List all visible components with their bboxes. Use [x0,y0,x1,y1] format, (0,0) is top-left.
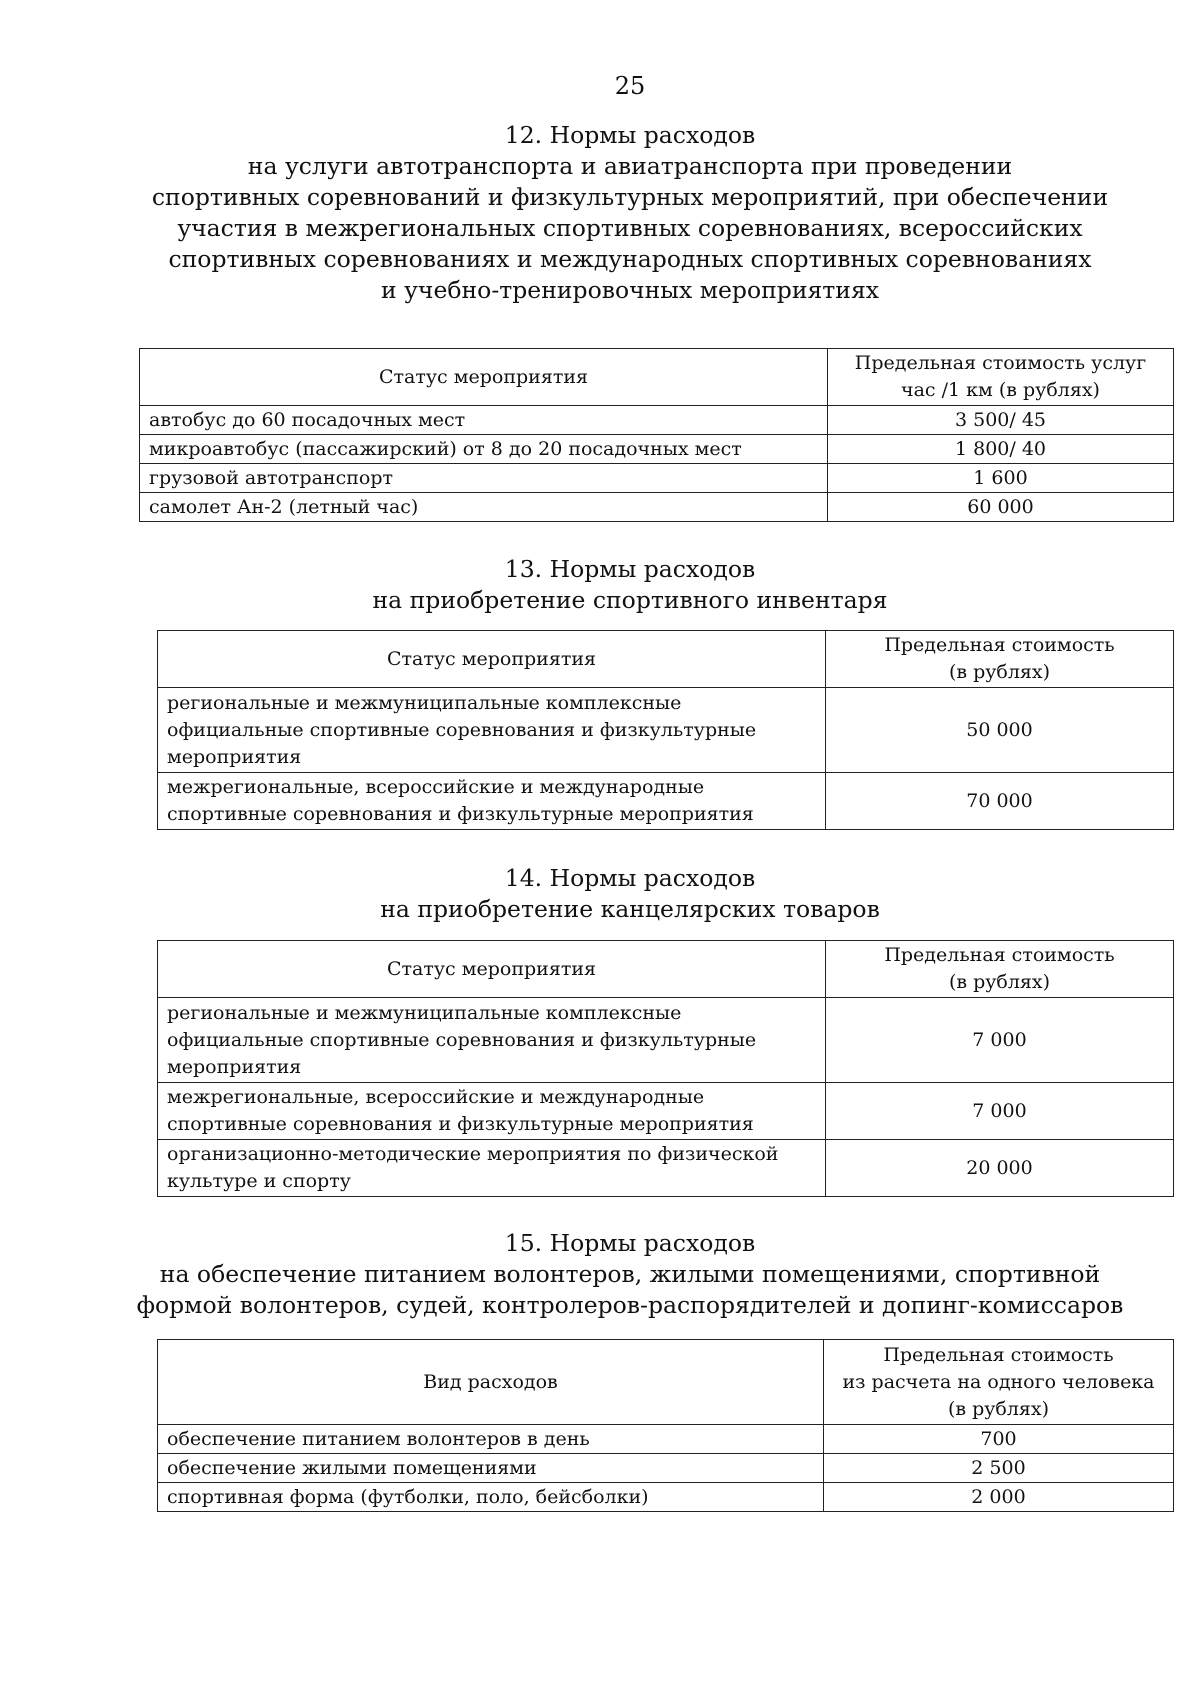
column-header-status: Статус мероприятия [158,631,826,688]
row-label: грузовой автотранспорт [140,464,828,493]
title-line: спортивных соревнований и физкультурных мероприятий, при обеспечении [151,183,1109,211]
title-line: спортивных соревнованиях и международных спортивных соревнованиях [168,245,1092,273]
row-label: самолет Ан-2 (летный час) [140,493,828,522]
title-line: на обеспечение питанием волонтеров, жилыми помещениями, спортивной [159,1260,1101,1288]
row-label: обеспечение питанием волонтеров в день [158,1425,824,1454]
row-value: 700 [824,1425,1174,1454]
header-line: из расчета на одного человека [842,1370,1155,1393]
table-header-row [158,1340,1174,1425]
column-header-expense-type: Вид расходов [158,1340,824,1425]
row-value: 7 000 [826,1083,1174,1140]
header-line: Предельная стоимость [884,634,1115,656]
row-value: 20 000 [826,1140,1174,1197]
title-line: 14. Нормы расходов [504,864,756,892]
row-label-line: организационно-методические мероприятия по физической [167,1143,779,1165]
row-label: микроавтобус (пассажирский) от 8 до 20 посадочных мест [140,435,828,464]
header-line: (в рублях) [948,661,1051,683]
row-label-line: межрегиональные, всероссийские и международные [167,1086,705,1108]
section-13-title [100,554,1160,616]
row-label: обеспечение жилыми помещениями [158,1454,824,1483]
column-header-price [824,1340,1174,1425]
page-number: 25 [614,72,646,100]
row-label-line: межрегиональные, всероссийские и международные [167,776,705,798]
header-line: час /1 км (в рублях) [901,379,1100,401]
table-row [140,464,1174,493]
column-header-price [828,349,1174,406]
row-label-line: региональные и межмуниципальные комплексные [167,1001,682,1024]
column-header-price [826,631,1174,688]
column-header-status: Статус мероприятия [158,941,826,998]
title-line: участия в межрегиональных спортивных соревнованиях, всероссийских [177,214,1083,242]
title-line: формой волонтеров, судей, контролеров-распорядителей и допинг-комиссаров [136,1291,1124,1319]
section-14-title [100,863,1160,925]
section-12-title [100,120,1160,306]
title-line: 15. Нормы расходов [504,1229,756,1257]
title-line: на услуги автотранспорта и авиатранспорта при проведении [247,152,1013,180]
title-line: 12. Нормы расходов [504,121,756,149]
section-13-table [157,630,1174,830]
row-value: 7 000 [826,998,1174,1083]
row-label: автобус до 60 посадочных мест [140,406,828,435]
row-label-line: спортивные соревнования и физкультурные мероприятия [167,1113,754,1135]
title-line: 13. Нормы расходов [504,555,756,583]
row-label-line: официальные спортивные соревнования и физкультурные [167,718,757,741]
header-line: Предельная стоимость [883,1343,1114,1366]
row-value: 2 500 [824,1454,1174,1483]
header-line: (в рублях) [948,971,1051,993]
section-14-table [157,940,1174,1197]
table-header-row [158,631,1174,688]
table-row [140,493,1174,522]
row-value: 60 000 [828,493,1174,522]
row-label [158,998,826,1083]
table-row [158,1140,1174,1197]
table-row [140,406,1174,435]
row-label-line: мероприятия [167,1055,302,1078]
row-label [158,773,826,830]
row-value: 2 000 [824,1483,1174,1512]
header-line: Предельная стоимость услуг [854,352,1147,374]
title-line: на приобретение спортивного инвентаря [372,586,888,614]
title-line: и учебно-тренировочных мероприятиях [380,276,880,304]
column-header-price [826,941,1174,998]
row-label-line: региональные и межмуниципальные комплексные [167,691,682,714]
table-row [158,688,1174,773]
title-line: на приобретение канцелярских товаров [380,895,880,923]
row-label-line: культуре и спорту [167,1170,351,1192]
section-15-table [157,1339,1174,1512]
section-12-table [139,348,1174,522]
row-label [158,688,826,773]
row-value: 50 000 [826,688,1174,773]
row-label [158,1140,826,1197]
row-value: 1 600 [828,464,1174,493]
row-label-line: спортивные соревнования и физкультурные мероприятия [167,803,754,825]
row-label [158,1083,826,1140]
row-label-line: мероприятия [167,745,302,768]
row-value: 3 500/ 45 [828,406,1174,435]
table-row [158,1425,1174,1454]
row-label-line: официальные спортивные соревнования и физкультурные [167,1028,757,1051]
column-header-status: Статус мероприятия [140,349,828,406]
table-header-row [158,941,1174,998]
header-line: Предельная стоимость [884,944,1115,966]
table-row [158,1454,1174,1483]
row-label: спортивная форма (футболки, поло, бейсболки) [158,1483,824,1512]
row-value: 70 000 [826,773,1174,830]
table-row [140,435,1174,464]
table-row [158,773,1174,830]
table-header-row [140,349,1174,406]
table-row [158,1483,1174,1512]
row-value: 1 800/ 40 [828,435,1174,464]
table-row [158,998,1174,1083]
header-line: (в рублях) [947,1397,1050,1420]
table-row [158,1083,1174,1140]
section-15-title [100,1228,1160,1321]
